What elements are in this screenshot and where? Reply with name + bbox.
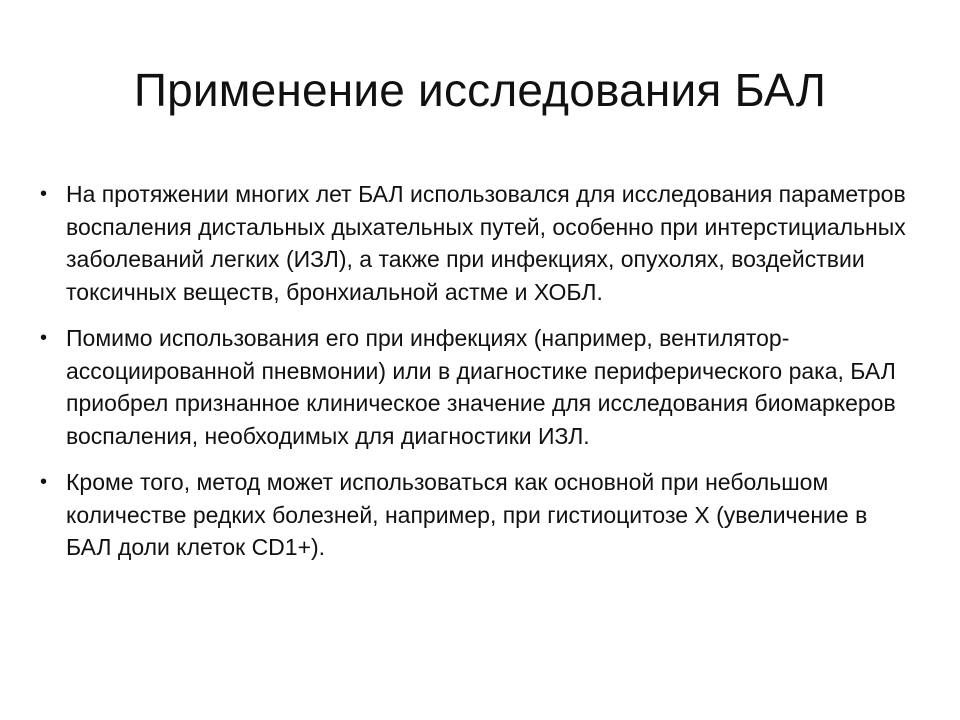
bullet-item <box>38 322 908 452</box>
bullet-item <box>38 178 908 308</box>
bullet-text: На протяжении многих лет БАЛ использовался для исследования параметров воспаления дистальных дыхательных путей, особенно при интерстициальных заболеваний легких (ИЗЛ), а также при инфекциях, опухолях, воздействии токсичных веществ, бронхиальной астме и ХОБЛ. <box>66 181 906 305</box>
bullet-dot-icon: • <box>40 327 48 349</box>
bullet-text: Помимо использования его при инфекциях (например, вентилятор-ассоциированной пневмонии) или в диагностике периферического рака, БАЛ приобрел признанное клиническое значение для исследования биомаркеров воспаления, необходимых для диагностики ИЗЛ. <box>66 325 896 449</box>
bullet-dot-icon: • <box>40 183 48 205</box>
slide-title: Применение исследования БАЛ <box>133 64 827 116</box>
bullet-list <box>38 178 908 578</box>
bullet-text: Кроме того, метод может использоваться как основной при небольшом количестве редких болезней, например, при гистиоцитозе Х (увеличение в БАЛ доли клеток CD1+). <box>66 469 868 560</box>
bullet-dot-icon: • <box>40 471 48 493</box>
bullet-item <box>38 466 908 564</box>
